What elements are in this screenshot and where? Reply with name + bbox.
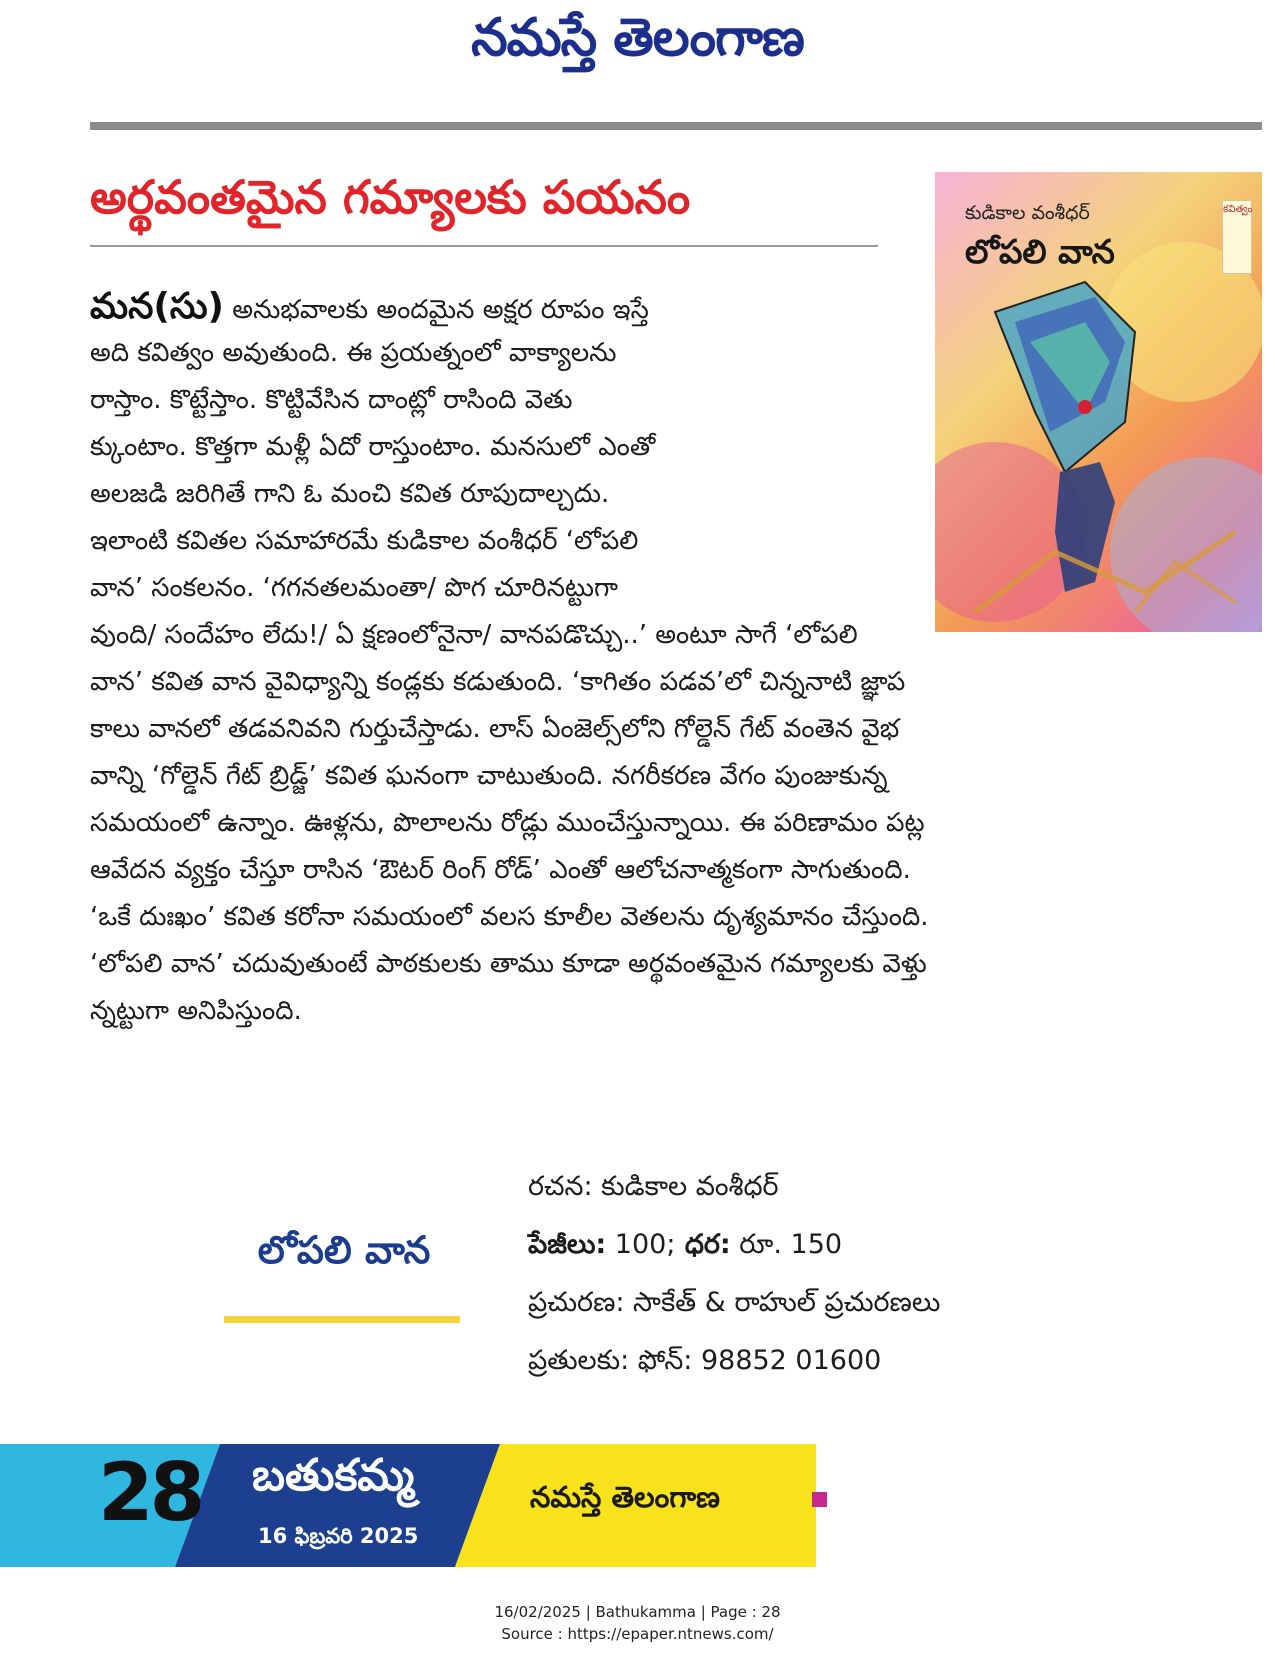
article-headline: అర్థవంతమైన గమ్యాలకు పయనం [90,170,691,224]
info-phone-row [528,1332,940,1390]
book-info [528,1158,940,1390]
author-value: కుడికాల వంశీధర్ [592,1171,779,1202]
phone-label: ప్రతులకు: ఫోన్: [528,1345,693,1376]
source-caption [0,1601,1275,1645]
article-line: వుంది/ సందేహం లేదు!/ ఏ క్షణంలోనైనా/ వానపడొచ్చు..’ అంటూ సాగే ‘లోపలి [90,620,858,650]
article-body [90,283,929,1035]
supplement-name: బతుకమ్మ [252,1450,415,1501]
price-label: ధర: [675,1229,731,1260]
cover-author: కుడికాల వంశీధర్ [965,202,1090,224]
page-footer-banner [0,1444,1275,1567]
article-line: ‘ఒకే దుఃఖం’ కవిత కరోనా సమయంలో వలస కూలీల వెతలను దృశ్యమానం చేస్తుంది. [90,902,929,932]
article-line: ‘లోపలి వాన’ చదువుతుంటే పాఠకులకు తాము కూడా అర్థవంతమైన గమ్యాలకు వెళ్తు [90,949,927,979]
article-line: అది కవిత్వం అవుతుంది. ఈ ప్రయత్నంలో వాక్యాలను [90,338,617,368]
article-line: కాలు వానలో తడవనివని గుర్తుచేస్తాడు. లాస్ ఏంజెల్స్‌లోని గోల్డెన్ గేట్ వంతెన వైభ [90,714,900,744]
footer-masthead: నమస్తే తెలంగాణ [530,1480,720,1514]
drop-cap: మన(సు) [90,286,224,327]
article-line: క్కుంటాం. కొత్తగా మళ్లీ ఏదో రాస్తుంటాం. మనసులో ఎంతో [90,432,656,462]
book-name-title: లోపలి వాన [257,1228,431,1272]
article-line: అలజడి జరిగితే గాని ఓ మంచి కవిత రూపుదాల్చదు. [90,479,610,509]
book-cover-image [935,172,1262,632]
publisher-value: సాకేత్ & రాహుల్ ప్రచురణలు [624,1287,941,1318]
source-line-url[interactable]: Source : https://epaper.ntnews.com/ [501,1625,774,1643]
pages-label: పేజీలు: [528,1229,607,1260]
article-line: ఆవేదన వ్యక్తం చేస్తూ రాసిన ‘ఔటర్ రింగ్ రోడ్’ ఎంతో ఆలోచనాత్మకంగా సాగుతుంది. [90,855,911,885]
article-line-text: అనుభవాలకు అందమైన అక్షర రూపం ఇస్తే [224,295,649,325]
publisher-label: ప్రచురణ: [528,1287,625,1318]
book-name-underline [224,1316,460,1323]
page-number: 28 [98,1446,202,1539]
issue-date: 16 ఫిబ్రవరి 2025 [258,1524,419,1548]
phone-value: 98852 01600 [692,1345,882,1376]
article-line: రాస్తాం. కొట్టేస్తాం. కొట్టివేసిన దాంట్లో రాసింది వెతు [90,385,573,415]
cover-title: లోపలి వాన [965,232,1115,271]
pages-value: 100; [606,1229,676,1260]
source-line-date: 16/02/2025 | Bathukamma | Page : 28 [494,1603,781,1621]
article-line [90,283,929,330]
price-value: రూ. 150 [730,1229,843,1260]
info-pages-row [528,1216,940,1274]
article-line: సమయంలో ఉన్నాం. ఊళ్లను, పొలాలను రోడ్లు ముంచేస్తున్నాయి. ఈ పరిణామం పట్ల [90,808,925,838]
article-line: ఇలాంటి కవితల సమాహారమే కుడికాల వంశీధర్ ‘లోపలి [90,526,639,556]
magenta-square-icon [812,1492,827,1507]
headline-divider [90,245,878,247]
info-author-row [528,1158,940,1216]
article-line: వాన్ని ‘గోల్డెన్ గేట్ బ్రిడ్జ్’ కవిత ఘనంగా చాటుతుంది. నగరీకరణ వేగం పుంజుకున్న [90,761,888,791]
newspaper-masthead: నమస్తే తెలంగాణ [471,8,804,68]
article-line: న్నట్టుగా అనిపిస్తుంది. [90,996,302,1026]
article-line: వాన’ సంకలనం. ‘గగనతలమంతా/ పొగ చూరినట్టుగా [90,573,618,603]
author-label: రచన: [528,1171,593,1202]
article-line: వాన’ కవిత వాన వైవిధ్యాన్ని కండ్లకు కడుతుంది. ‘కాగితం పడవ’లో చిన్ననాటి జ్ఞాప [90,667,906,697]
cover-side-label: కవిత్వం [1222,200,1252,274]
info-publisher-row [528,1274,940,1332]
top-divider [90,122,1262,130]
